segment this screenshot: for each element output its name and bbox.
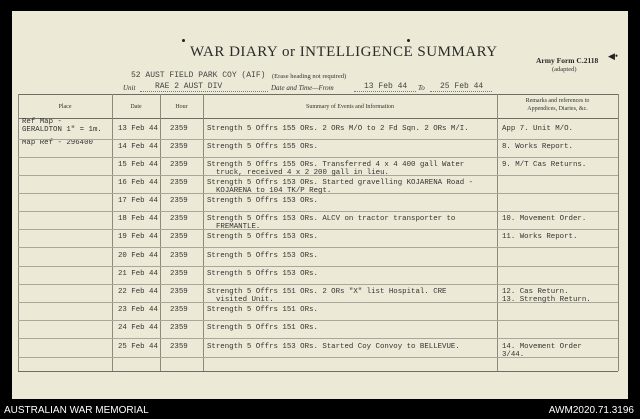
- place-map-ref: Map Ref - 296400: [22, 139, 93, 147]
- row-remarks-cont: 3/44.: [502, 351, 525, 359]
- row-hour: 2359: [170, 125, 188, 133]
- row-summary: Strength 5 Offrs 151 ORs. 2 ORs "X" list Hospital. CRE: [207, 288, 447, 296]
- row-rule: [18, 338, 618, 339]
- punch-hole: [182, 39, 185, 42]
- row-summary: Strength 5 Offrs 155 ORs.: [207, 143, 318, 151]
- unit-label: Unit: [123, 84, 136, 92]
- unit-value: RAE 2 AUST DIV: [155, 82, 223, 91]
- row-summary: Strength 5 Offrs 151 ORs.: [207, 306, 318, 314]
- row-remarks: 14. Movement Order: [502, 343, 582, 351]
- row-hour: 2359: [170, 179, 188, 187]
- row-date: 25 Feb 44: [118, 343, 158, 351]
- footer-reference: AWM2020.71.3196: [548, 405, 634, 416]
- table-right-border: [618, 94, 619, 371]
- army-form-number: Army Form C.2118: [536, 56, 599, 65]
- row-summary: Strength 5 Offrs 155 ORs. Transferred 4 x 4 400 gall Water: [207, 161, 465, 169]
- row-date: 24 Feb 44: [118, 324, 158, 332]
- row-rule: [18, 266, 618, 267]
- table-top-rule: [18, 94, 618, 95]
- corner-mark: ◀•: [608, 51, 619, 61]
- row-rule: [18, 247, 618, 248]
- row-hour: 2359: [170, 288, 188, 296]
- row-hour: 2359: [170, 343, 188, 351]
- row-hour: 2359: [170, 252, 188, 260]
- row-rule: [18, 357, 618, 358]
- adapted-note: (adapted): [552, 66, 577, 73]
- row-date: 20 Feb 44: [118, 252, 158, 260]
- to-underline: [430, 91, 492, 92]
- to-date: 25 Feb 44: [440, 82, 484, 91]
- row-rule: [18, 139, 618, 140]
- row-date: 16 Feb 44: [118, 179, 158, 187]
- row-date: 21 Feb 44: [118, 270, 158, 278]
- to-label: To: [418, 84, 425, 92]
- row-summary-cont: visited Unit.: [216, 296, 274, 304]
- row-hour: 2359: [170, 161, 188, 169]
- place-column-divider: [112, 94, 113, 371]
- row-hour: 2359: [170, 324, 188, 332]
- row-date: 19 Feb 44: [118, 233, 158, 241]
- erase-note: (Erase heading not required): [272, 73, 347, 80]
- row-date: 13 Feb 44: [118, 125, 158, 133]
- place-ref-label: Ref Map -: [22, 118, 62, 126]
- row-summary-cont: truck, received 4 x 2 200 gall in lieu.: [216, 169, 389, 177]
- row-date: 15 Feb 44: [118, 161, 158, 169]
- row-remarks: App 7. Unit M/O.: [502, 125, 573, 133]
- row-summary: Strength 5 Offrs 153 ORs.: [207, 197, 318, 205]
- row-rule: [18, 211, 618, 212]
- row-hour: 2359: [170, 270, 188, 278]
- row-remarks: 9. M/T Cas Returns.: [502, 161, 587, 169]
- col-hour: Hour: [175, 104, 188, 110]
- row-summary: Strength 5 Offrs 153 ORs. ALCV on tractor transporter to: [207, 215, 456, 223]
- row-hour: 2359: [170, 233, 188, 241]
- row-summary: Strength 5 Offrs 151 ORs.: [207, 324, 318, 332]
- unit-name: 52 AUST FIELD PARK COY (AIF): [131, 71, 266, 80]
- row-hour: 2359: [170, 306, 188, 314]
- table-header-rule: [18, 118, 618, 119]
- row-summary: Strength 5 Offrs 155 ORs. 2 ORs M/O to 2 Fd Sqn. 2 ORs M/I.: [207, 125, 469, 133]
- row-rule: [18, 229, 618, 230]
- row-summary: Strength 5 Offrs 153 ORs. Started Coy Convoy to BELLEVUE.: [207, 343, 460, 351]
- hour-column-divider: [203, 94, 204, 371]
- from-date: 13 Feb 44: [364, 82, 408, 91]
- row-summary-cont: KOJARENA to 104 TK/P Regt.: [216, 187, 332, 195]
- row-date: 22 Feb 44: [118, 288, 158, 296]
- row-hour: 2359: [170, 143, 188, 151]
- row-rule: [18, 320, 618, 321]
- date-column-divider: [160, 94, 161, 371]
- row-remarks-cont: 13. Strength Return.: [502, 296, 591, 304]
- row-date: 14 Feb 44: [118, 143, 158, 151]
- unit-underline: [140, 91, 268, 92]
- row-summary-cont: FREMANTLE.: [216, 223, 261, 231]
- row-summary: Strength 5 Offrs 153 ORs.: [207, 270, 318, 278]
- row-remarks: 11. Works Report.: [502, 233, 578, 241]
- col-remarks-line1: Remarks and references to: [525, 98, 590, 104]
- row-date: 23 Feb 44: [118, 306, 158, 314]
- col-date: Date: [130, 104, 142, 110]
- col-summary: Summary of Events and Information: [306, 104, 394, 110]
- row-remarks: 8. Works Report.: [502, 143, 573, 151]
- row-date: 18 Feb 44: [118, 215, 158, 223]
- footer-institution: AUSTRALIAN WAR MEMORIAL: [4, 405, 149, 416]
- row-remarks: 10. Movement Order.: [502, 215, 587, 223]
- col-place: Place: [58, 104, 72, 110]
- summary-column-divider: [497, 94, 498, 371]
- table-bottom-rule: [18, 371, 618, 372]
- punch-hole: [407, 39, 410, 42]
- diary-page: [12, 11, 628, 399]
- col-remarks-line2: Appendices, Diaries, &c.: [527, 106, 588, 112]
- row-rule: [18, 157, 618, 158]
- table-left-border: [18, 94, 19, 371]
- row-summary: Strength 5 Offrs 153 ORs.: [207, 252, 318, 260]
- from-underline: [354, 91, 416, 92]
- row-remarks: 12. Cas Return.: [502, 288, 569, 296]
- row-summary: Strength 5 Offrs 153 ORs. Started gravelling KOJARENA Road -: [207, 179, 474, 187]
- form-title: WAR DIARY or INTELLIGENCE SUMMARY: [190, 44, 498, 60]
- date-time-label: Date and Time—From: [271, 84, 334, 92]
- row-summary: Strength 5 Offrs 153 ORs.: [207, 233, 318, 241]
- row-rule: [18, 284, 618, 285]
- row-date: 17 Feb 44: [118, 197, 158, 205]
- row-hour: 2359: [170, 215, 188, 223]
- place-map-scale: GERALDTON 1" = 1m.: [22, 126, 102, 134]
- row-hour: 2359: [170, 197, 188, 205]
